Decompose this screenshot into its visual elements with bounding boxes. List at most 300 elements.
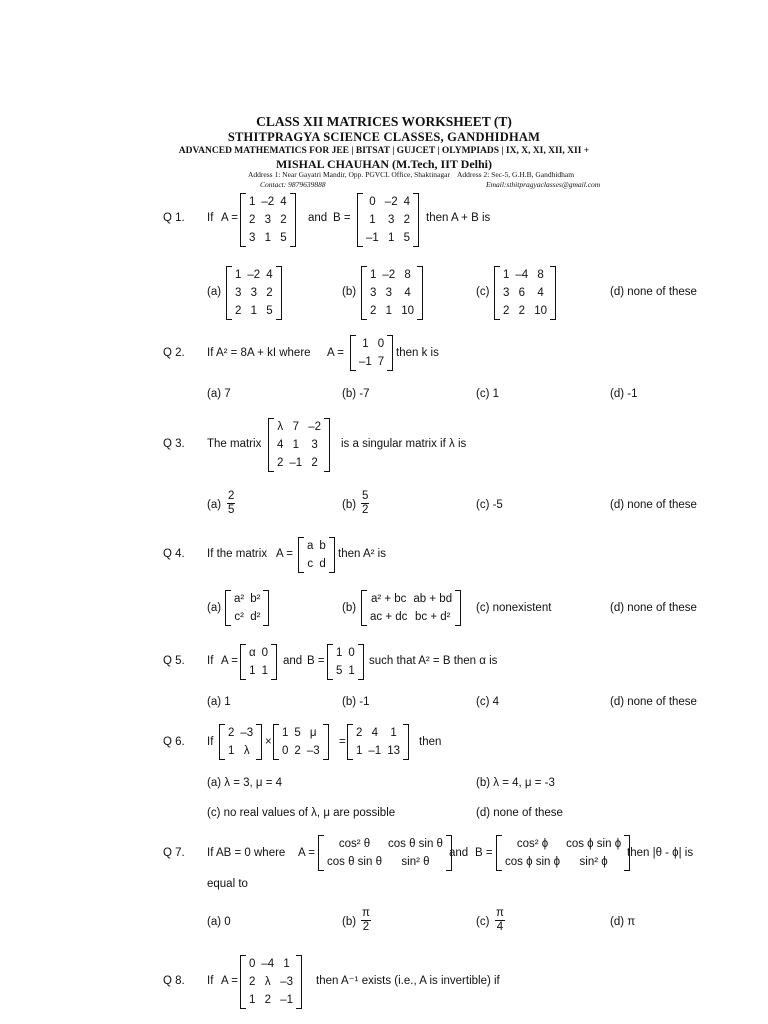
worksheet-header — [0, 113, 768, 172]
matrix-cell: 2 — [277, 457, 284, 469]
question-text: and — [308, 212, 328, 224]
matrix-cell: cos ϕ sin ϕ — [566, 838, 622, 850]
option-c: (c) no real values of λ, μ are possible — [207, 807, 396, 819]
matrix-cell: 1 — [390, 727, 397, 739]
question-text: If — [207, 736, 214, 748]
matrix-cell: –2 — [384, 196, 398, 208]
matrix-body — [367, 590, 455, 626]
option-b-label: (b) — [342, 499, 357, 511]
matrix-cell: b — [319, 540, 326, 552]
matrix-cell: 3 — [503, 287, 510, 299]
matrix-body — [363, 193, 413, 247]
matrix-cell: a² + bc — [370, 593, 407, 605]
matrix-row — [502, 835, 624, 853]
matrix-row — [367, 266, 417, 284]
bracket-left — [240, 644, 246, 680]
matrix-m — [268, 418, 330, 472]
matrix-cell: λ — [243, 745, 250, 757]
option-a: (a) 0 — [207, 916, 231, 928]
matrix-cell: c² — [234, 611, 244, 623]
option-a-matrix — [225, 590, 269, 626]
matrix-body — [225, 724, 256, 760]
option-b: (b) -7 — [342, 388, 370, 400]
bracket-left — [350, 335, 356, 371]
bracket-right — [271, 644, 277, 680]
matrix-cell: –2 — [382, 269, 396, 281]
bracket-right — [263, 590, 269, 626]
matrix-a — [240, 644, 277, 680]
matrix-row — [356, 353, 387, 371]
matrix-cell: 1 — [249, 665, 256, 677]
option-c: (c) -5 — [476, 499, 503, 511]
matrix-cell: 1 — [264, 232, 271, 244]
matrix-cell: 3 — [311, 439, 318, 451]
matrix-cell: sin² θ — [401, 856, 430, 868]
matrix-row — [363, 229, 413, 247]
matrix-label: A = — [298, 847, 315, 859]
matrix-cell: 1 — [250, 305, 257, 317]
matrix-cell: 2 — [370, 305, 377, 317]
bracket-right — [329, 537, 335, 573]
matrix-cell: α — [249, 647, 256, 659]
matrix-row — [367, 590, 455, 608]
matrix-row — [500, 284, 550, 302]
question-number: Q 7. — [163, 847, 185, 859]
matrix-cell: 6 — [518, 287, 525, 299]
matrix-cell: 10 — [534, 305, 547, 317]
matrix-label: A = — [221, 212, 238, 224]
matrix-cell: 3 — [370, 287, 377, 299]
matrix-cell: 1 — [385, 305, 392, 317]
matrix-cell: 5 — [266, 305, 273, 317]
matrix-cell: 1 — [249, 196, 256, 208]
matrix-cell: 1 — [249, 994, 256, 1006]
matrix-row — [304, 555, 329, 573]
matrix-cell: 2 — [280, 214, 287, 226]
matrix-cell: 5 — [403, 232, 410, 244]
matrix-cell: 1 — [387, 232, 395, 244]
matrix-cell: cos² θ — [338, 838, 371, 850]
fraction-numerator: π — [496, 907, 504, 919]
option-b-fraction — [361, 490, 369, 517]
matrix-row — [356, 335, 387, 353]
question-text: then A + B is — [426, 212, 491, 224]
matrix-cell: c — [307, 558, 314, 570]
bracket-right — [455, 590, 461, 626]
question-number: Q 1. — [163, 212, 185, 224]
matrix-body — [232, 266, 276, 320]
matrix-cell: 0 — [348, 647, 355, 659]
matrix-row — [363, 193, 413, 211]
matrix-cell: cos² ϕ — [516, 838, 549, 850]
matrix-body — [333, 644, 358, 680]
question-text: and — [283, 655, 303, 667]
matrix-cell: 4 — [403, 196, 410, 208]
bracket-right — [276, 266, 282, 320]
bracket-left — [226, 266, 232, 320]
matrix-row — [232, 284, 276, 302]
bracket-left — [298, 537, 304, 573]
bracket-left — [240, 193, 246, 247]
bracket-right — [358, 644, 364, 680]
fraction-numerator: 5 — [362, 490, 369, 502]
option-d: (d) none of these — [610, 696, 697, 708]
question-text: The matrix — [207, 438, 262, 450]
matrix-a — [318, 835, 452, 871]
matrix-row — [232, 302, 276, 320]
matrix-cell: 7 — [292, 421, 299, 433]
bracket-left — [361, 266, 367, 320]
bracket-right — [296, 955, 302, 1009]
matrix-body — [367, 266, 417, 320]
matrix-row — [279, 742, 323, 760]
matrix-cell: 4 — [537, 287, 544, 299]
matrix-cell: 5 — [294, 727, 301, 739]
matrix-cell: 5 — [336, 665, 343, 677]
matrix-cell: μ — [309, 727, 317, 739]
matrix-label: A = — [221, 655, 238, 667]
question-text-continuation: equal to — [207, 878, 248, 890]
option-c-label: (c) — [476, 916, 490, 928]
matrix-cell: –3 — [280, 976, 293, 988]
matrix-row — [333, 662, 358, 680]
matrix-cell: 4 — [280, 196, 287, 208]
matrix-row — [333, 644, 358, 662]
matrix-row — [367, 302, 417, 320]
matrix-cell: 1 — [235, 269, 242, 281]
matrix-a — [298, 537, 335, 573]
matrix-row — [246, 211, 290, 229]
matrix-row — [246, 662, 271, 680]
matrix-cell: 3 — [264, 214, 271, 226]
matrix-body — [500, 266, 550, 320]
matrix-cell: 2 — [228, 727, 235, 739]
matrix-cell: 2 — [294, 745, 301, 757]
option-a: (a) 7 — [207, 388, 231, 400]
matrix-cell: 1 — [283, 958, 290, 970]
matrix-cell: 1 — [292, 439, 299, 451]
question-number: Q 5. — [163, 655, 185, 667]
matrix-cell: 1 — [370, 269, 377, 281]
matrix-row — [246, 229, 290, 247]
matrix-cell: –4 — [515, 269, 529, 281]
matrix-m1 — [219, 724, 262, 760]
matrix-cell: 3 — [387, 214, 395, 226]
matrix-row — [279, 724, 323, 742]
option-a-matrix — [226, 266, 282, 320]
matrix-cell: 1 — [228, 745, 235, 757]
option-b-label: (b) — [342, 602, 357, 614]
matrix-cell: 1 — [369, 214, 376, 226]
matrix-cell: 2 — [518, 305, 525, 317]
bracket-left — [496, 835, 502, 871]
matrix-row — [246, 193, 290, 211]
matrix-cell: b² — [250, 593, 261, 605]
matrix-row — [500, 266, 550, 284]
matrix-cell: 0 — [282, 745, 289, 757]
matrix-body — [246, 193, 290, 247]
matrix-row — [500, 302, 550, 320]
question-text: If — [207, 212, 214, 224]
option-a-label: (a) — [207, 602, 222, 614]
fraction-numerator: π — [362, 907, 370, 919]
question-text: then A⁻¹ exists (i.e., A is invertible) if — [316, 975, 500, 987]
matrix-label: B = — [475, 847, 493, 859]
matrix-cell: –3 — [240, 727, 254, 739]
matrix-cell: 0 — [249, 958, 256, 970]
matrix-row — [274, 418, 324, 436]
email: Email:sthitpragyaclasses@gmail.com — [486, 180, 601, 189]
matrix-cell: 3 — [250, 287, 257, 299]
matrix-cell: 1 — [261, 665, 269, 677]
bracket-right — [550, 266, 556, 320]
matrix-cell: 2 — [403, 214, 410, 226]
matrix-row — [367, 284, 417, 302]
question-text: If — [207, 655, 214, 667]
bracket-right — [387, 335, 393, 371]
matrix-cell: d² — [250, 611, 261, 623]
matrix-b — [327, 644, 364, 680]
matrix-cell: 4 — [277, 439, 284, 451]
matrix-row — [324, 853, 446, 871]
bracket-left — [361, 590, 367, 626]
matrix-row — [246, 644, 271, 662]
matrix-row — [225, 742, 256, 760]
matrix-body — [231, 590, 263, 626]
option-c-fraction — [495, 907, 505, 934]
fraction-denominator: 4 — [496, 921, 504, 933]
option-a: (a) λ = 3, μ = 4 — [207, 777, 283, 789]
matrix-cell: λ — [264, 976, 271, 988]
bracket-right — [323, 724, 329, 760]
question-text: If A² = 8A + kI where — [207, 347, 311, 359]
matrix-row — [502, 853, 624, 871]
matrix-a — [240, 955, 302, 1009]
matrix-row — [324, 835, 446, 853]
matrix-cell: bc + d² — [415, 611, 451, 623]
address-1: Address 1: Near Gayatri Mandir, Opp. PGVCL Office, Shaktinagar — [248, 170, 450, 179]
matrix-m3 — [347, 724, 409, 760]
matrix-cell: 3 — [235, 287, 242, 299]
matrix-cell: 4 — [404, 287, 411, 299]
question-text: then k is — [396, 347, 439, 359]
fraction-denominator: 2 — [362, 504, 369, 516]
matrix-label: A = — [327, 347, 344, 359]
bracket-left — [327, 644, 333, 680]
option-a-fraction — [227, 490, 235, 517]
matrix-cell: 2 — [356, 727, 363, 739]
fraction-denominator: 5 — [228, 504, 235, 516]
matrix-cell: 4 — [266, 269, 273, 281]
contact: Contact: 9879639888 — [260, 180, 326, 189]
option-b-matrix — [361, 590, 461, 626]
matrix-cell: –2 — [261, 196, 275, 208]
option-a: (a) 1 — [207, 696, 231, 708]
matrix-cell: cos θ sin θ — [327, 856, 382, 868]
matrix-cell: 2 — [264, 994, 271, 1006]
matrix-cell: –1 — [289, 457, 303, 469]
matrix-b — [496, 835, 630, 871]
bracket-right — [324, 418, 330, 472]
matrix-a — [240, 193, 296, 247]
question-text: and — [449, 847, 469, 859]
matrix-body — [274, 418, 324, 472]
matrix-a — [350, 335, 393, 371]
matrix-cell: 7 — [377, 356, 385, 368]
matrix-cell: 5 — [280, 232, 287, 244]
matrix-cell: –1 — [368, 745, 382, 757]
equals-sign: = — [339, 736, 346, 748]
matrix-row — [231, 608, 263, 626]
matrix-label: A = — [221, 975, 238, 987]
matrix-cell: –1 — [359, 356, 372, 368]
matrix-cell: 8 — [537, 269, 544, 281]
matrix-cell: 1 — [503, 269, 510, 281]
matrix-row — [232, 266, 276, 284]
matrix-body — [353, 724, 403, 760]
option-d: (d) none of these — [476, 807, 563, 819]
matrix-cell: –2 — [308, 421, 321, 433]
matrix-cell: 2 — [311, 457, 318, 469]
option-d: (d) -1 — [610, 388, 638, 400]
institute-name: STHITPRAGYA SCIENCE CLASSES, GANDHIDHAM — [227, 130, 541, 144]
matrix-cell: sin² ϕ — [579, 856, 608, 868]
matrix-body — [324, 835, 446, 871]
matrix-row — [363, 211, 413, 229]
bracket-left — [494, 266, 500, 320]
option-b-fraction — [361, 907, 371, 934]
bracket-right — [256, 724, 262, 760]
matrix-cell: ab + bd — [413, 593, 453, 605]
matrix-row — [274, 436, 324, 454]
question-text: If the matrix — [207, 548, 268, 560]
question-text: such that A² = B then α is — [369, 655, 498, 667]
matrix-cell: 2 — [503, 305, 510, 317]
matrix-body — [246, 955, 296, 1009]
matrix-cell: –4 — [261, 958, 275, 970]
matrix-cell: 10 — [401, 305, 414, 317]
option-c: (c) 4 — [476, 696, 499, 708]
matrix-row — [304, 537, 329, 555]
option-a-label: (a) — [207, 499, 222, 511]
matrix-body — [304, 537, 329, 573]
matrix-cell: 2 — [249, 976, 256, 988]
bracket-right — [403, 724, 409, 760]
matrix-body — [356, 335, 387, 371]
matrix-label: B = — [333, 212, 351, 224]
worksheet-title: CLASS XII MATRICES WORKSHEET (T) — [256, 114, 512, 129]
option-b-label: (b) — [342, 286, 357, 298]
matrix-cell: a — [307, 540, 314, 552]
matrix-row — [246, 955, 296, 973]
option-d: (d) none of these — [610, 602, 697, 614]
matrix-label: A = — [276, 548, 293, 560]
matrix-body — [246, 644, 271, 680]
bracket-right — [417, 266, 423, 320]
option-c: (c) nonexistent — [476, 602, 552, 614]
matrix-cell: –1 — [280, 994, 293, 1006]
option-b-matrix — [361, 266, 423, 320]
matrix-row — [353, 742, 403, 760]
tagline: ADVANCED MATHEMATICS FOR JEE | BITSAT | GUJCET | OLYMPIADS | IX, X, XI, XII, XII + — [178, 146, 590, 156]
matrix-cell: 1 — [362, 338, 369, 350]
matrix-row — [246, 973, 296, 991]
matrix-row — [246, 991, 296, 1009]
matrix-cell: 3 — [385, 287, 392, 299]
fraction-numerator: 2 — [228, 490, 235, 502]
address-2: Address 2: Sec-5, G.H.B, Gandhidham — [457, 170, 575, 179]
matrix-m2 — [273, 724, 329, 760]
matrix-row — [274, 454, 324, 472]
matrix-cell: 13 — [387, 745, 400, 757]
option-d: (d) none of these — [610, 499, 697, 511]
bracket-left — [347, 724, 353, 760]
option-b-label: (b) — [342, 916, 357, 928]
fraction-denominator: 2 — [362, 921, 370, 933]
bracket-left — [318, 835, 324, 871]
question-number: Q 2. — [163, 347, 185, 359]
matrix-cell: 1 — [282, 727, 289, 739]
matrix-cell: –2 — [247, 269, 261, 281]
matrix-cell: 0 — [261, 647, 269, 659]
question-text: then |θ - ϕ| is — [627, 847, 694, 859]
bracket-right — [290, 193, 296, 247]
question-text: If AB = 0 where — [207, 847, 286, 859]
matrix-cell: a² — [234, 593, 245, 605]
matrix-row — [353, 724, 403, 742]
bracket-left — [273, 724, 279, 760]
times-sign: × — [265, 736, 272, 748]
matrix-cell: d — [319, 558, 326, 570]
matrix-cell: –3 — [306, 745, 320, 757]
bracket-left — [219, 724, 225, 760]
matrix-b — [357, 193, 419, 247]
matrix-cell: 1 — [356, 745, 363, 757]
matrix-body — [279, 724, 323, 760]
teacher-name: MISHAL CHAUHAN (M.Tech, IIT Delhi) — [275, 157, 493, 171]
matrix-row — [231, 590, 263, 608]
question-text: then — [419, 736, 442, 748]
bracket-left — [357, 193, 363, 247]
question-text: If — [207, 975, 214, 987]
matrix-cell: 2 — [266, 287, 273, 299]
matrix-cell: λ — [277, 421, 284, 433]
option-b: (b) λ = 4, μ = -3 — [476, 777, 555, 789]
option-c-label: (c) — [476, 286, 490, 298]
question-number: Q 6. — [163, 736, 185, 748]
matrix-cell: cos ϕ sin ϕ — [505, 856, 561, 868]
matrix-cell: 0 — [369, 196, 376, 208]
matrix-cell: 1 — [336, 647, 343, 659]
option-a-label: (a) — [207, 286, 222, 298]
matrix-cell: 0 — [377, 338, 385, 350]
matrix-cell: 3 — [249, 232, 256, 244]
option-c-matrix — [494, 266, 556, 320]
matrix-body — [502, 835, 624, 871]
matrix-row — [367, 608, 455, 626]
option-c: (c) 1 — [476, 388, 499, 400]
matrix-label: B = — [307, 655, 325, 667]
matrix-row — [225, 724, 256, 742]
bracket-left — [268, 418, 274, 472]
bracket-left — [240, 955, 246, 1009]
question-number: Q 8. — [163, 975, 185, 987]
question-text: then A² is — [338, 548, 386, 560]
matrix-cell: 1 — [348, 665, 355, 677]
option-b: (b) -1 — [342, 696, 370, 708]
matrix-cell: 8 — [404, 269, 411, 281]
bracket-left — [225, 590, 231, 626]
